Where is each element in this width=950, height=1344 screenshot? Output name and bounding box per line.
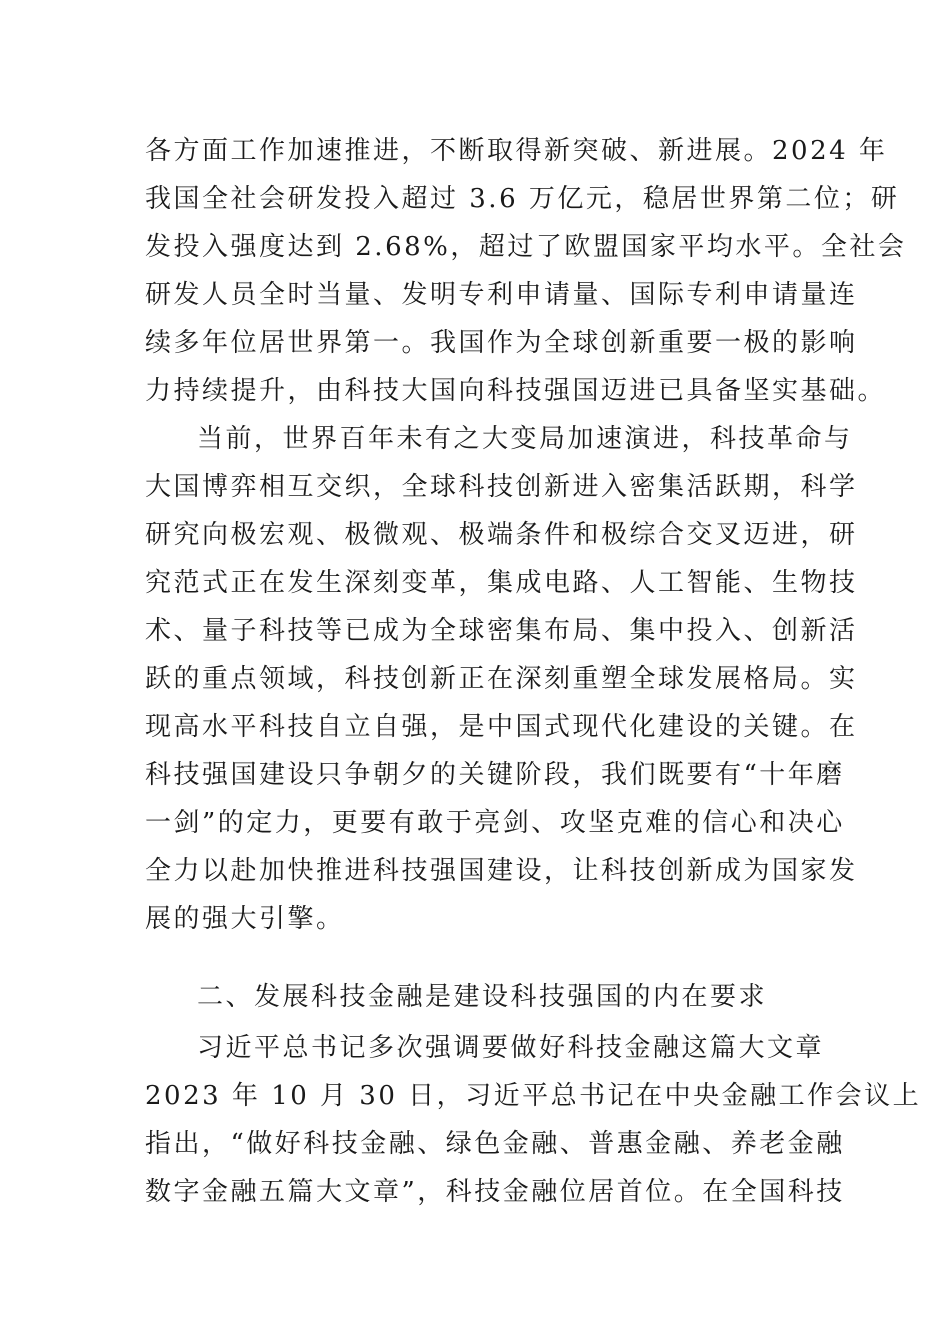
text-line: 指出，“做好科技金融、绿色金融、普惠金融、养老金融 bbox=[145, 1129, 845, 1159]
text-line: 数字金融五篇大文章”，科技金融位居首位。在全国科技 bbox=[145, 1177, 845, 1207]
text-line: 科技强国建设只争朝夕的关键阶段，我们既要有“十年磨 bbox=[145, 760, 845, 790]
text-line: 展的强大引擎。 bbox=[145, 904, 345, 934]
paragraph-first-line: 当前，世界百年未有之大变局加速演进，科技革命与 bbox=[197, 424, 853, 454]
text-line: 各方面工作加速推进，不断取得新突破、新进展。2024 年 bbox=[145, 136, 888, 166]
text-line: 究范式正在发生深刻变革，集成电路、人工智能、生物技 bbox=[145, 568, 858, 598]
text-line: 2023 年 10 月 30 日，习近平总书记在中央金融工作会议上 bbox=[145, 1081, 922, 1111]
paragraph-first-line: 习近平总书记多次强调要做好科技金融这篇大文章 bbox=[197, 1033, 825, 1063]
text-line: 研究向极宏观、极微观、极端条件和极综合交叉迈进，研 bbox=[145, 520, 858, 550]
text-line: 现高水平科技自立自强，是中国式现代化建设的关键。在 bbox=[145, 712, 858, 742]
text-line: 续多年位居世界第一。我国作为全球创新重要一极的影响 bbox=[145, 328, 858, 358]
text-line: 全力以赴加快推进科技强国建设，让科技创新成为国家发 bbox=[145, 856, 858, 886]
text-line: 我国全社会研发投入超过 3.6 万亿元，稳居世界第二位；研 bbox=[145, 184, 900, 214]
text-line: 大国博弈相互交织，全球科技创新进入密集活跃期，科学 bbox=[145, 472, 858, 502]
section-heading: 二、发展科技金融是建设科技强国的内在要求 bbox=[197, 982, 768, 1012]
text-line: 术、量子科技等已成为全球密集布局、集中投入、创新活 bbox=[145, 616, 858, 646]
text-line: 研发人员全时当量、发明专利申请量、国际专利申请量连 bbox=[145, 280, 858, 310]
text-line: 力持续提升，由科技大国向科技强国迈进已具备坚实基础。 bbox=[145, 376, 887, 406]
text-line: 跃的重点领域，科技创新正在深刻重塑全球发展格局。实 bbox=[145, 664, 858, 694]
text-line: 发投入强度达到 2.68%，超过了欧盟国家平均水平。全社会 bbox=[145, 232, 907, 262]
text-line: 一剑”的定力，更要有敢于亮剑、攻坚克难的信心和决心 bbox=[145, 808, 845, 838]
